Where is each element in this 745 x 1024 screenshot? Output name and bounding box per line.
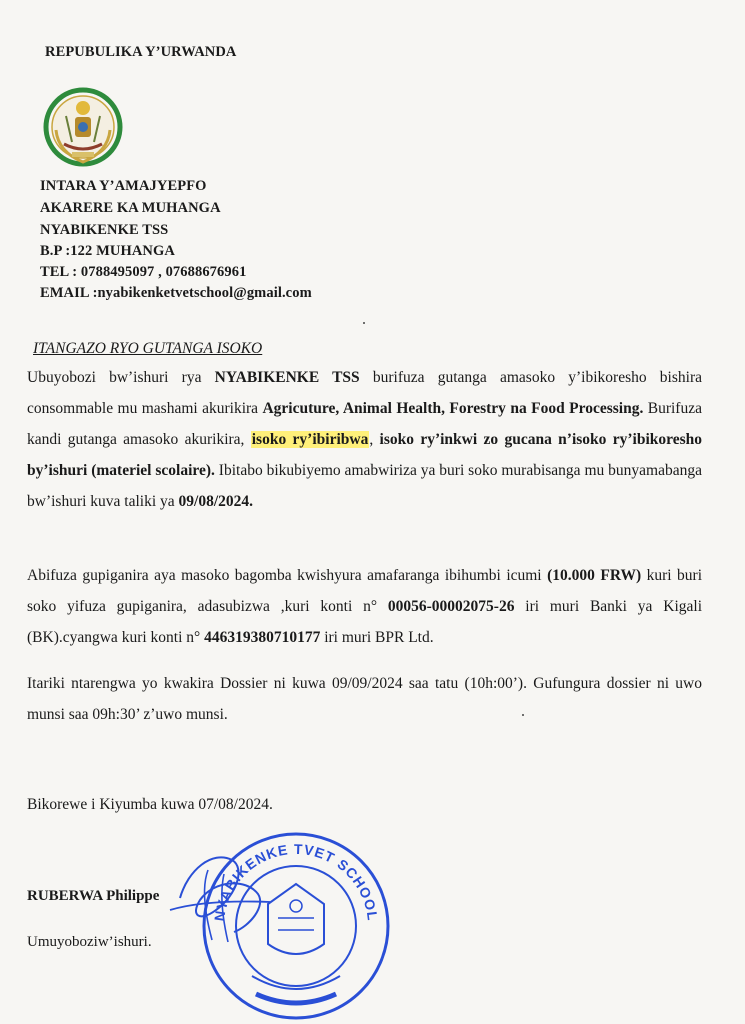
p1-text: ,: [369, 431, 380, 448]
telephone: TEL : 0788495097 , 07688676961: [40, 264, 247, 280]
p1-text: burifuza gutanga amasoko y’ibikoresho bishira consommable mu mashami akurikira: [27, 369, 702, 417]
p1-text: Ubuyobozi bw’ishuri rya: [27, 369, 215, 386]
school-name: NYABIKENKE TSS: [40, 222, 169, 238]
rwanda-coat-of-arms-icon: [42, 86, 124, 172]
p2-text: Abifuza gupiganira aya masoko bagomba kwishyura amafaranga ibihumbi icumi: [27, 567, 548, 584]
p2-amount: (10.000 FRW): [547, 567, 642, 584]
paragraph-3: Itariki ntarengwa yo kwakira Dossier ni kuwa 09/09/2024 saa tatu (10h:00’). Gufungura dossier ni uwo munsi saa 09h:30’ z’uwo munsi.: [27, 675, 702, 723]
paragraph-2: [27, 560, 702, 653]
announcement-title: ITANGAZO RYO GUTANGA ISOKO: [33, 340, 263, 357]
signatory-name: RUBERWA Philippe: [27, 888, 160, 904]
handwritten-signature: [150, 840, 280, 950]
paragraph-1: [27, 362, 702, 517]
p1-text: Burifuza kandi gutanga amasoko akurikira,: [27, 400, 702, 448]
p1-markets: isoko ry’inkwi zo gucana n’isoko ry’ibikoresho by’ishuri (materiel scolaire).: [27, 431, 703, 479]
p2-account-bk: 00056-00002075-26: [387, 598, 515, 615]
p2-text: iri muri BPR Ltd.: [320, 629, 434, 646]
stamp-text: NYABIKENKE TVET SCHOOL: [211, 840, 381, 923]
place-and-date: Bikorewe i Kiyumba kuwa 07/08/2024.: [27, 796, 273, 813]
po-box: B.P :122 MUHANGA: [40, 243, 175, 259]
p2-account-bpr: 446319380710177: [204, 629, 321, 646]
district-name: AKARERE KA MUHANGA: [40, 200, 221, 216]
p1-date: 09/08/2024.: [178, 493, 254, 510]
email: EMAIL :nyabikenketvetschool@gmail.com: [40, 285, 312, 301]
p2-text: kuri buri soko yifuza gupiganira, adasubizwa ,kuri konti n°: [27, 567, 703, 615]
p1-text: Ibitabo bikubiyemo amabwiriza ya buri soko murabisanga mu bunyamabanga bw’ishuri kuva taliki ya: [27, 462, 702, 510]
p1-school: NYABIKENKE TSS: [214, 369, 360, 386]
country-name: REPUBULIKA Y’URWANDA: [45, 44, 237, 60]
p2-text: iri muri Banki ya Kigali (BK).cyangwa kuri konti n°: [27, 598, 702, 646]
p1-departments: Agricuture, Animal Health, Forestry na Food Processing.: [262, 400, 644, 417]
province-name: INTARA Y’AMAJYEPFO: [40, 178, 207, 194]
speck: [363, 322, 365, 324]
highlighted-market: isoko ry’ibiribwa: [251, 431, 369, 448]
signatory-title: Umuyoboziw’ishuri.: [27, 934, 152, 950]
